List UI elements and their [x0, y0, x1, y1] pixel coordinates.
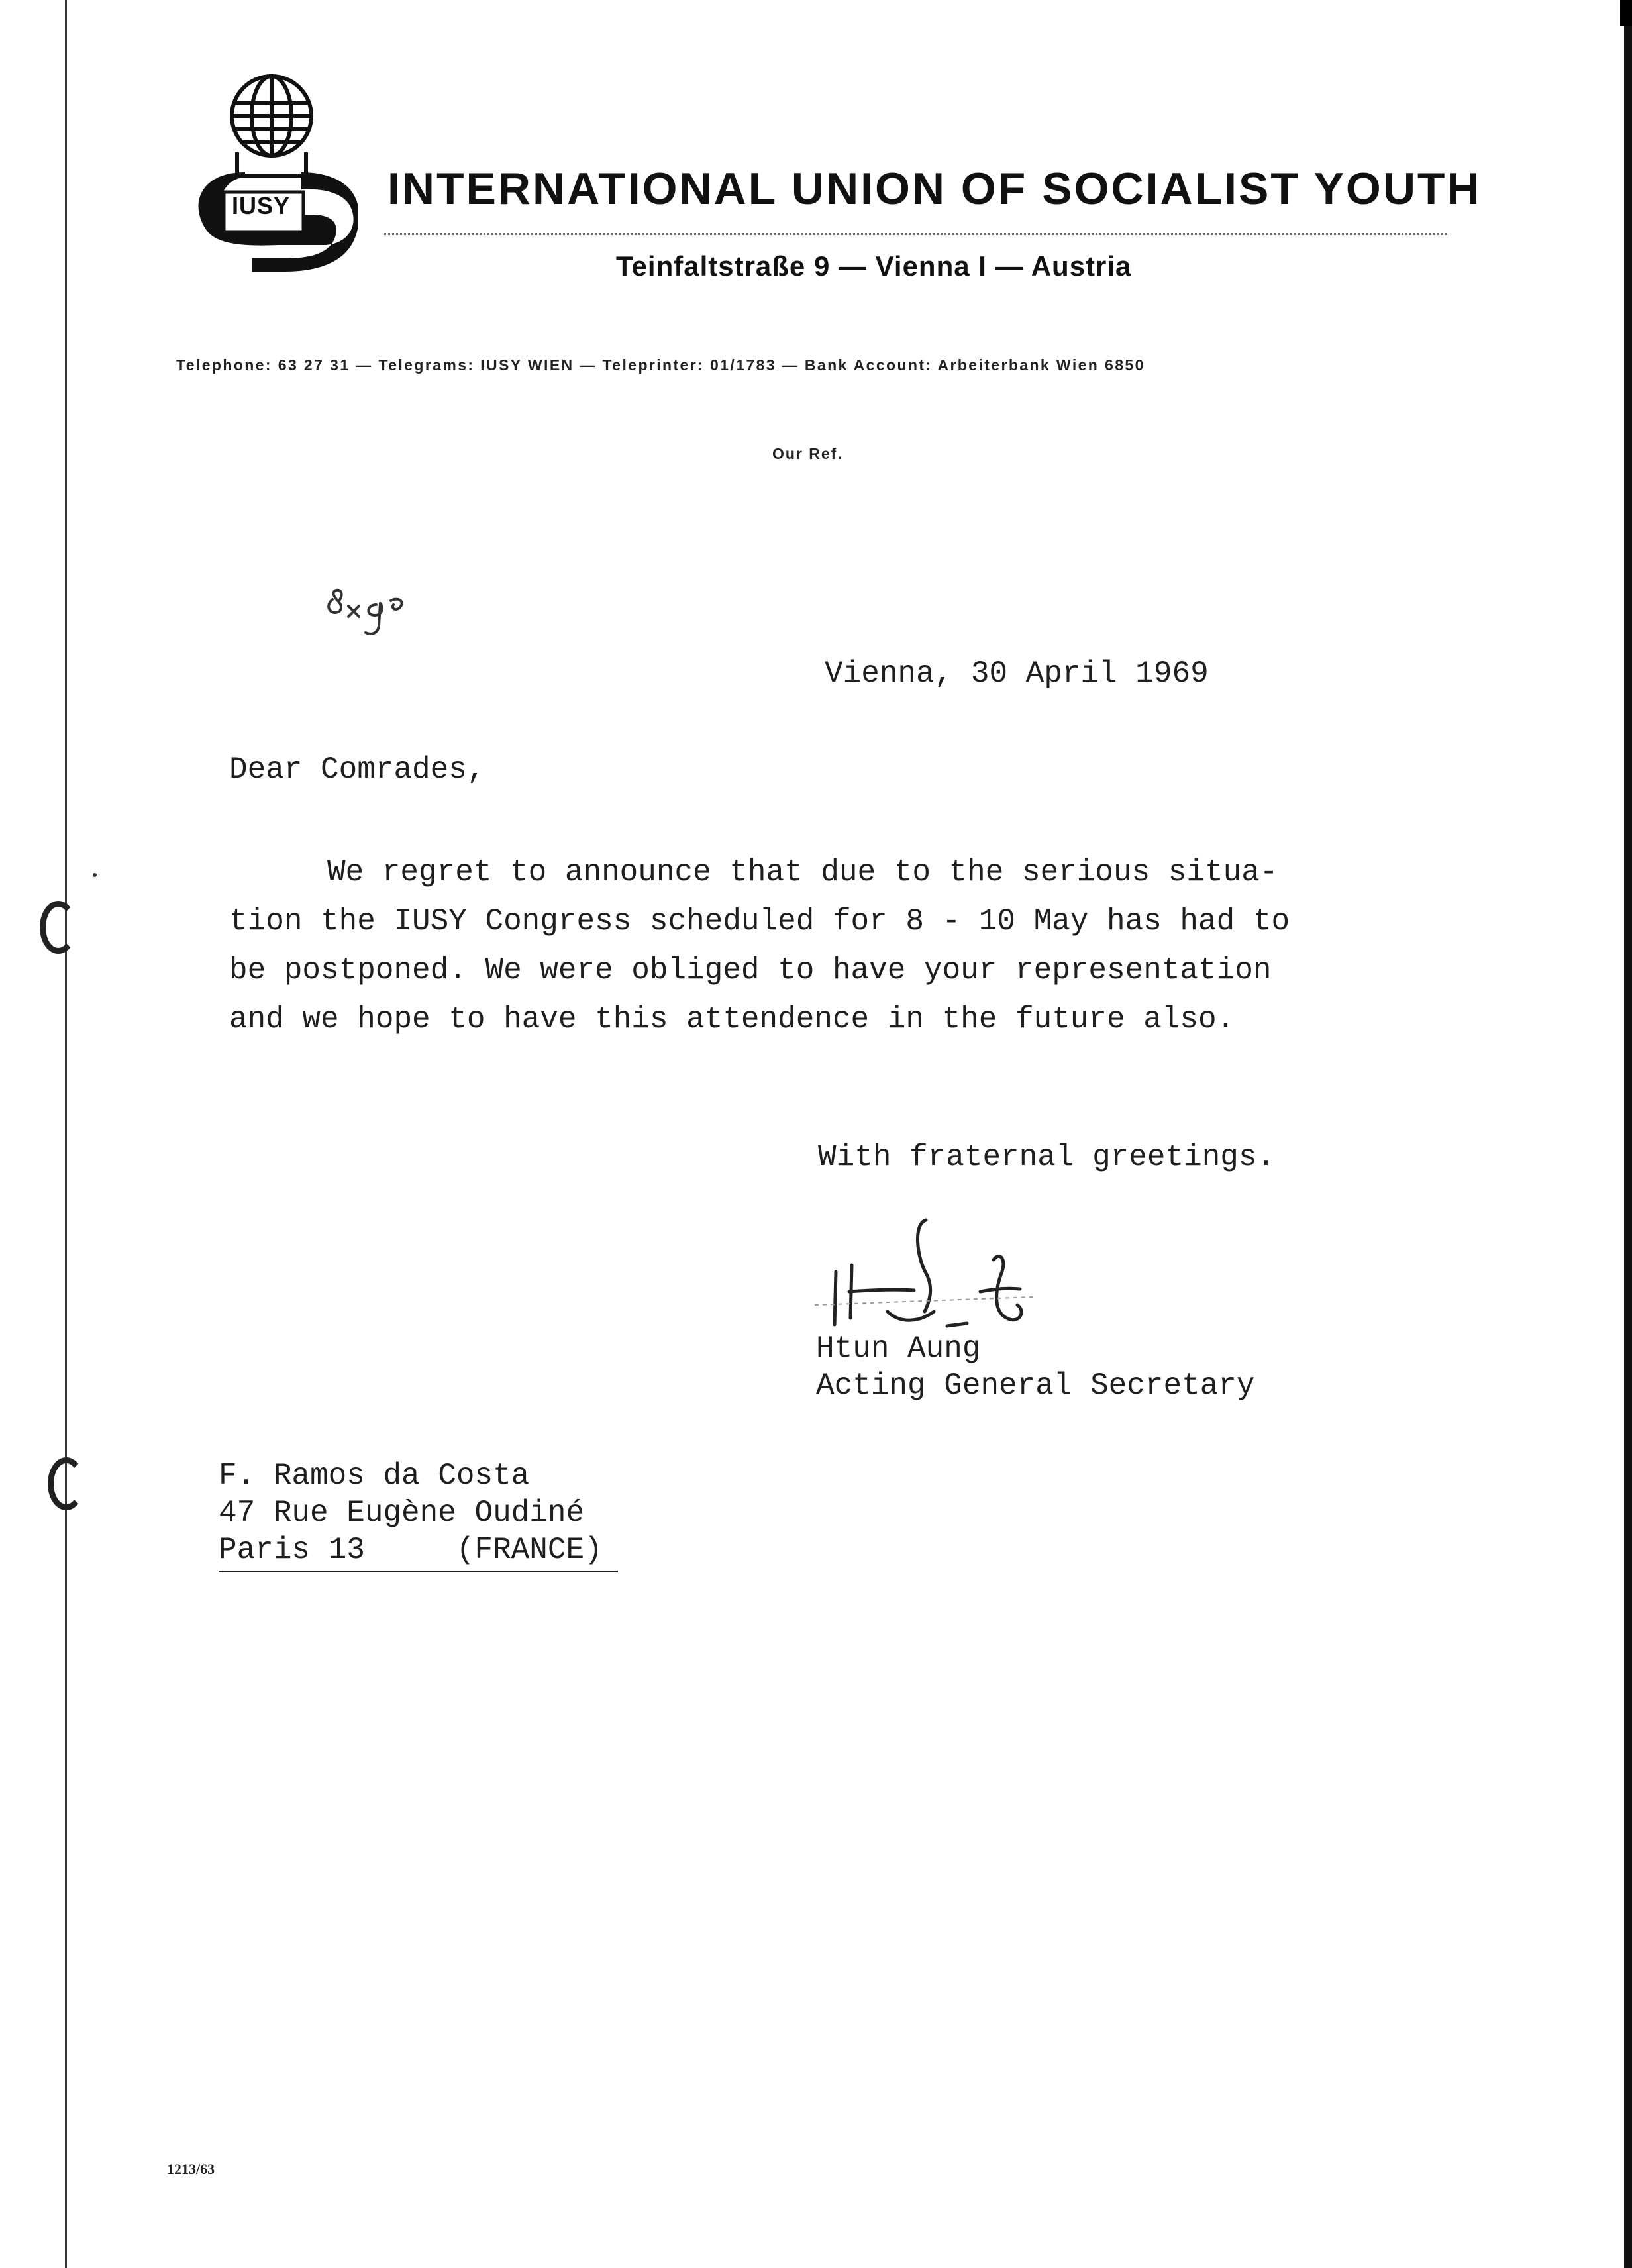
letter-date: Vienna, 30 April 1969 — [825, 656, 1209, 691]
recipient-underline — [219, 1571, 618, 1572]
our-ref-label: Our Ref. — [772, 445, 843, 462]
page-edge-shadow — [1624, 0, 1632, 2268]
handwritten-signature — [808, 1212, 1046, 1341]
signer-name: Htun Aung — [816, 1331, 981, 1366]
organization-name: INTERNATIONAL UNION OF SOCIALIST YOUTH — [387, 164, 1482, 214]
recipient-address — [219, 1457, 603, 1569]
document-code: 1213/63 — [167, 2161, 215, 2177]
punch-hole-mark-bottom — [48, 1457, 85, 1510]
organization-address: Teinfaltstraße 9 — Vienna I — Austria — [616, 250, 1132, 282]
letter-body — [229, 848, 1290, 1044]
page-edge-tick — [1620, 0, 1632, 26]
logo-text: IUSY — [232, 192, 291, 219]
letterhead-rule — [384, 233, 1447, 235]
recipient-street: 47 Rue Eugène Oudiné — [219, 1496, 585, 1530]
closing: With fraternal greetings. — [818, 1140, 1276, 1174]
recipient-name: F. Ramos da Costa — [219, 1459, 530, 1493]
body-line: be postponed. We were obliged to have your representation — [229, 953, 1272, 988]
body-line: tion the IUSY Congress scheduled for 8 - 10 May has had to — [229, 904, 1290, 939]
handwritten-note — [325, 586, 411, 649]
signer-title: Acting General Secretary — [816, 1368, 1255, 1403]
recipient-city: Paris 13 (FRANCE) — [219, 1533, 603, 1567]
salutation: Dear Comrades, — [229, 752, 485, 787]
body-line: We regret to announce that due to the serious situa- — [327, 855, 1278, 890]
iusy-logo — [185, 66, 358, 278]
binder-margin-line — [65, 0, 67, 2268]
contact-line: Telephone: 63 27 31 — Telegrams: IUSY WIEN — Teleprinter: 01/1783 — Bank Account: Arbeiterbank Wien 6850 — [176, 356, 1145, 374]
signer-block — [816, 1330, 1255, 1404]
body-line: and we hope to have this attendence in the future also. — [229, 1002, 1235, 1037]
punch-hole-mark-top — [40, 901, 77, 954]
scan-speck — [93, 873, 97, 877]
